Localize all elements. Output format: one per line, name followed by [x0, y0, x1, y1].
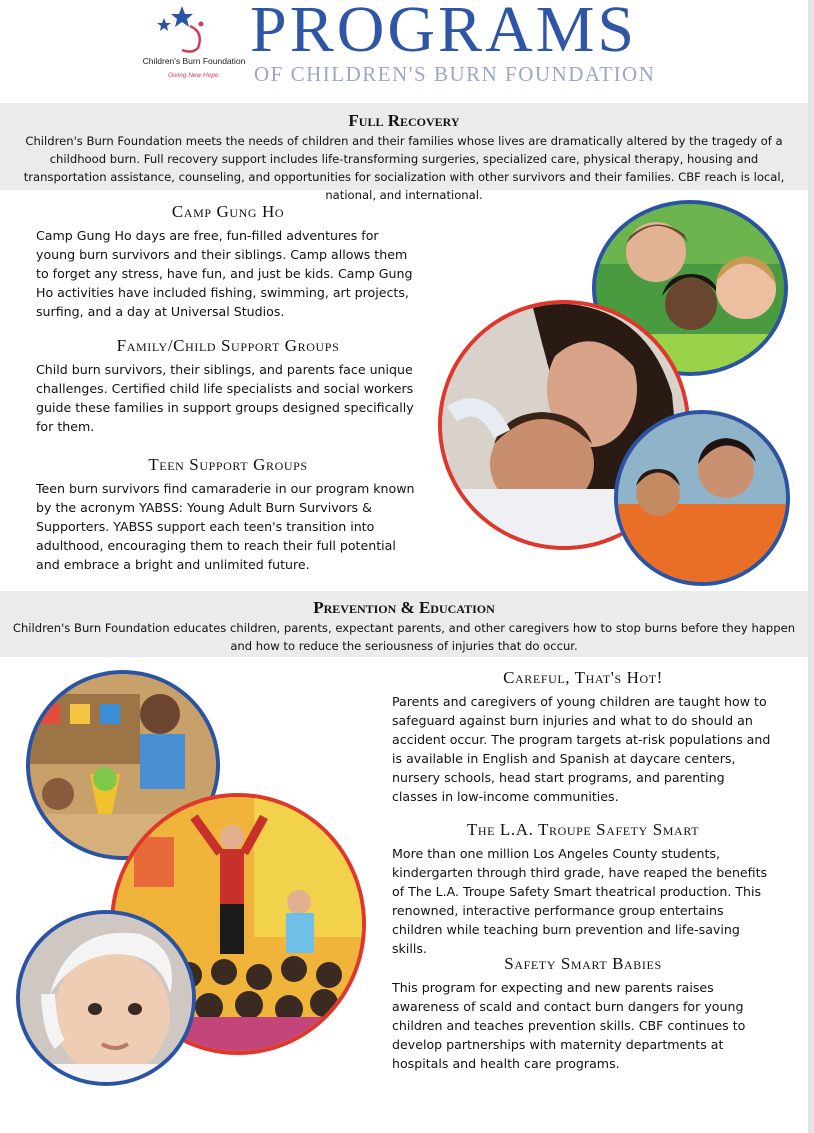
camp-gung-ho-text: Camp Gung Ho days are free, fun-filled adventures for young burn survivors and their siblings. Camp allows them to forget any stress, have fun, and just be kids. Camp Gung Ho activities have included fishing, swimming, art projects, surfing, and a day at Universal Studios. — [36, 228, 413, 319]
safety-babies-text: This program for expecting and new parents raises awareness of scald and contact burn dangers for young children and teaches prevention skills. CBF continues to develop partnerships with maternity departments at hospitals and health care programs. — [392, 980, 746, 1071]
foundation-logo — [138, 4, 250, 88]
full-recovery-heading: Full Recovery — [348, 111, 460, 130]
family-support-section — [36, 336, 420, 436]
full-recovery-text: Children's Burn Foundation meets the needs of children and their families whose lives are dramatically altered by the tragedy of a childhood burn. Full recovery support includes life-transforming surgeries, specialized care, physical therapy, housing and transportation assistance, counseling, and opportunities for socialization with other survivors and their families. CBF reach is local, national, and international. — [23, 134, 785, 202]
prevention-text: Children's Burn Foundation educates children, parents, expectant parents, and other caregivers how to stop burns before they happen and how to reduce the seriousness of injuries that do occur. — [12, 621, 796, 653]
teen-support-text: Teen burn survivors find camaraderie in our program known by the acronym YABSS: Young Adult Burn Survivors & Supporters. YABSS support each teen's transition into adulthood, encouraging them to reach their full potential and embrace a bright and unlimited future. — [36, 481, 415, 572]
teen-boys-photo-art — [618, 414, 786, 582]
page-title: PROGRAMS — [250, 0, 638, 66]
la-troupe-section — [392, 820, 774, 958]
page-subtitle: OF CHILDREN'S BURN FOUNDATION — [254, 62, 656, 86]
safety-babies-heading: Safety Smart Babies — [504, 954, 662, 973]
prevention-heading: Prevention & Education — [313, 598, 495, 617]
camp-gung-ho-section — [36, 202, 420, 321]
logo-name: Children's Burn Foundation — [142, 56, 246, 66]
careful-hot-text: Parents and caregivers of young children are taught how to safeguard against burn injuries and what to do should an accident occur. The program targets at-risk populations and is available in English and Spanish at daycare centers, nursery schools, head start programs, and parenting classes in low-income communities. — [392, 694, 771, 804]
full-recovery-band — [0, 103, 808, 202]
la-troupe-text: More than one million Los Angeles County students, kindergarten through third grade, have reaped the benefits of The L.A. Troupe Safety Smart theatrical production. This renowned, interactive performance group entertains children while teaching burn prevention and life-saving skills. — [392, 846, 768, 956]
camp-gung-ho-heading: Camp Gung Ho — [171, 202, 285, 221]
safety-babies-section — [392, 954, 774, 1073]
page-edge — [808, 0, 814, 1133]
teen-support-section — [36, 455, 420, 574]
teen-support-heading: Teen Support Groups — [148, 455, 308, 474]
baby-photo-art — [20, 914, 192, 1082]
la-troupe-heading: The L.A. Troupe Safety Smart — [466, 820, 700, 839]
teen-boys-photo — [614, 410, 790, 586]
logo-tagline: Giving New Hope — [168, 72, 219, 79]
family-support-text: Child burn survivors, their siblings, and parents face unique challenges. Certified child life specialists and social workers guide these families in support groups designed specifically for them. — [36, 362, 414, 434]
careful-hot-section — [392, 668, 774, 806]
family-support-heading: Family/Child Support Groups — [116, 336, 340, 355]
logo-stars-icon — [138, 4, 250, 60]
baby-photo — [16, 910, 196, 1086]
careful-hot-heading: Careful, That's Hot! — [503, 668, 663, 687]
prevention-band — [0, 591, 808, 657]
